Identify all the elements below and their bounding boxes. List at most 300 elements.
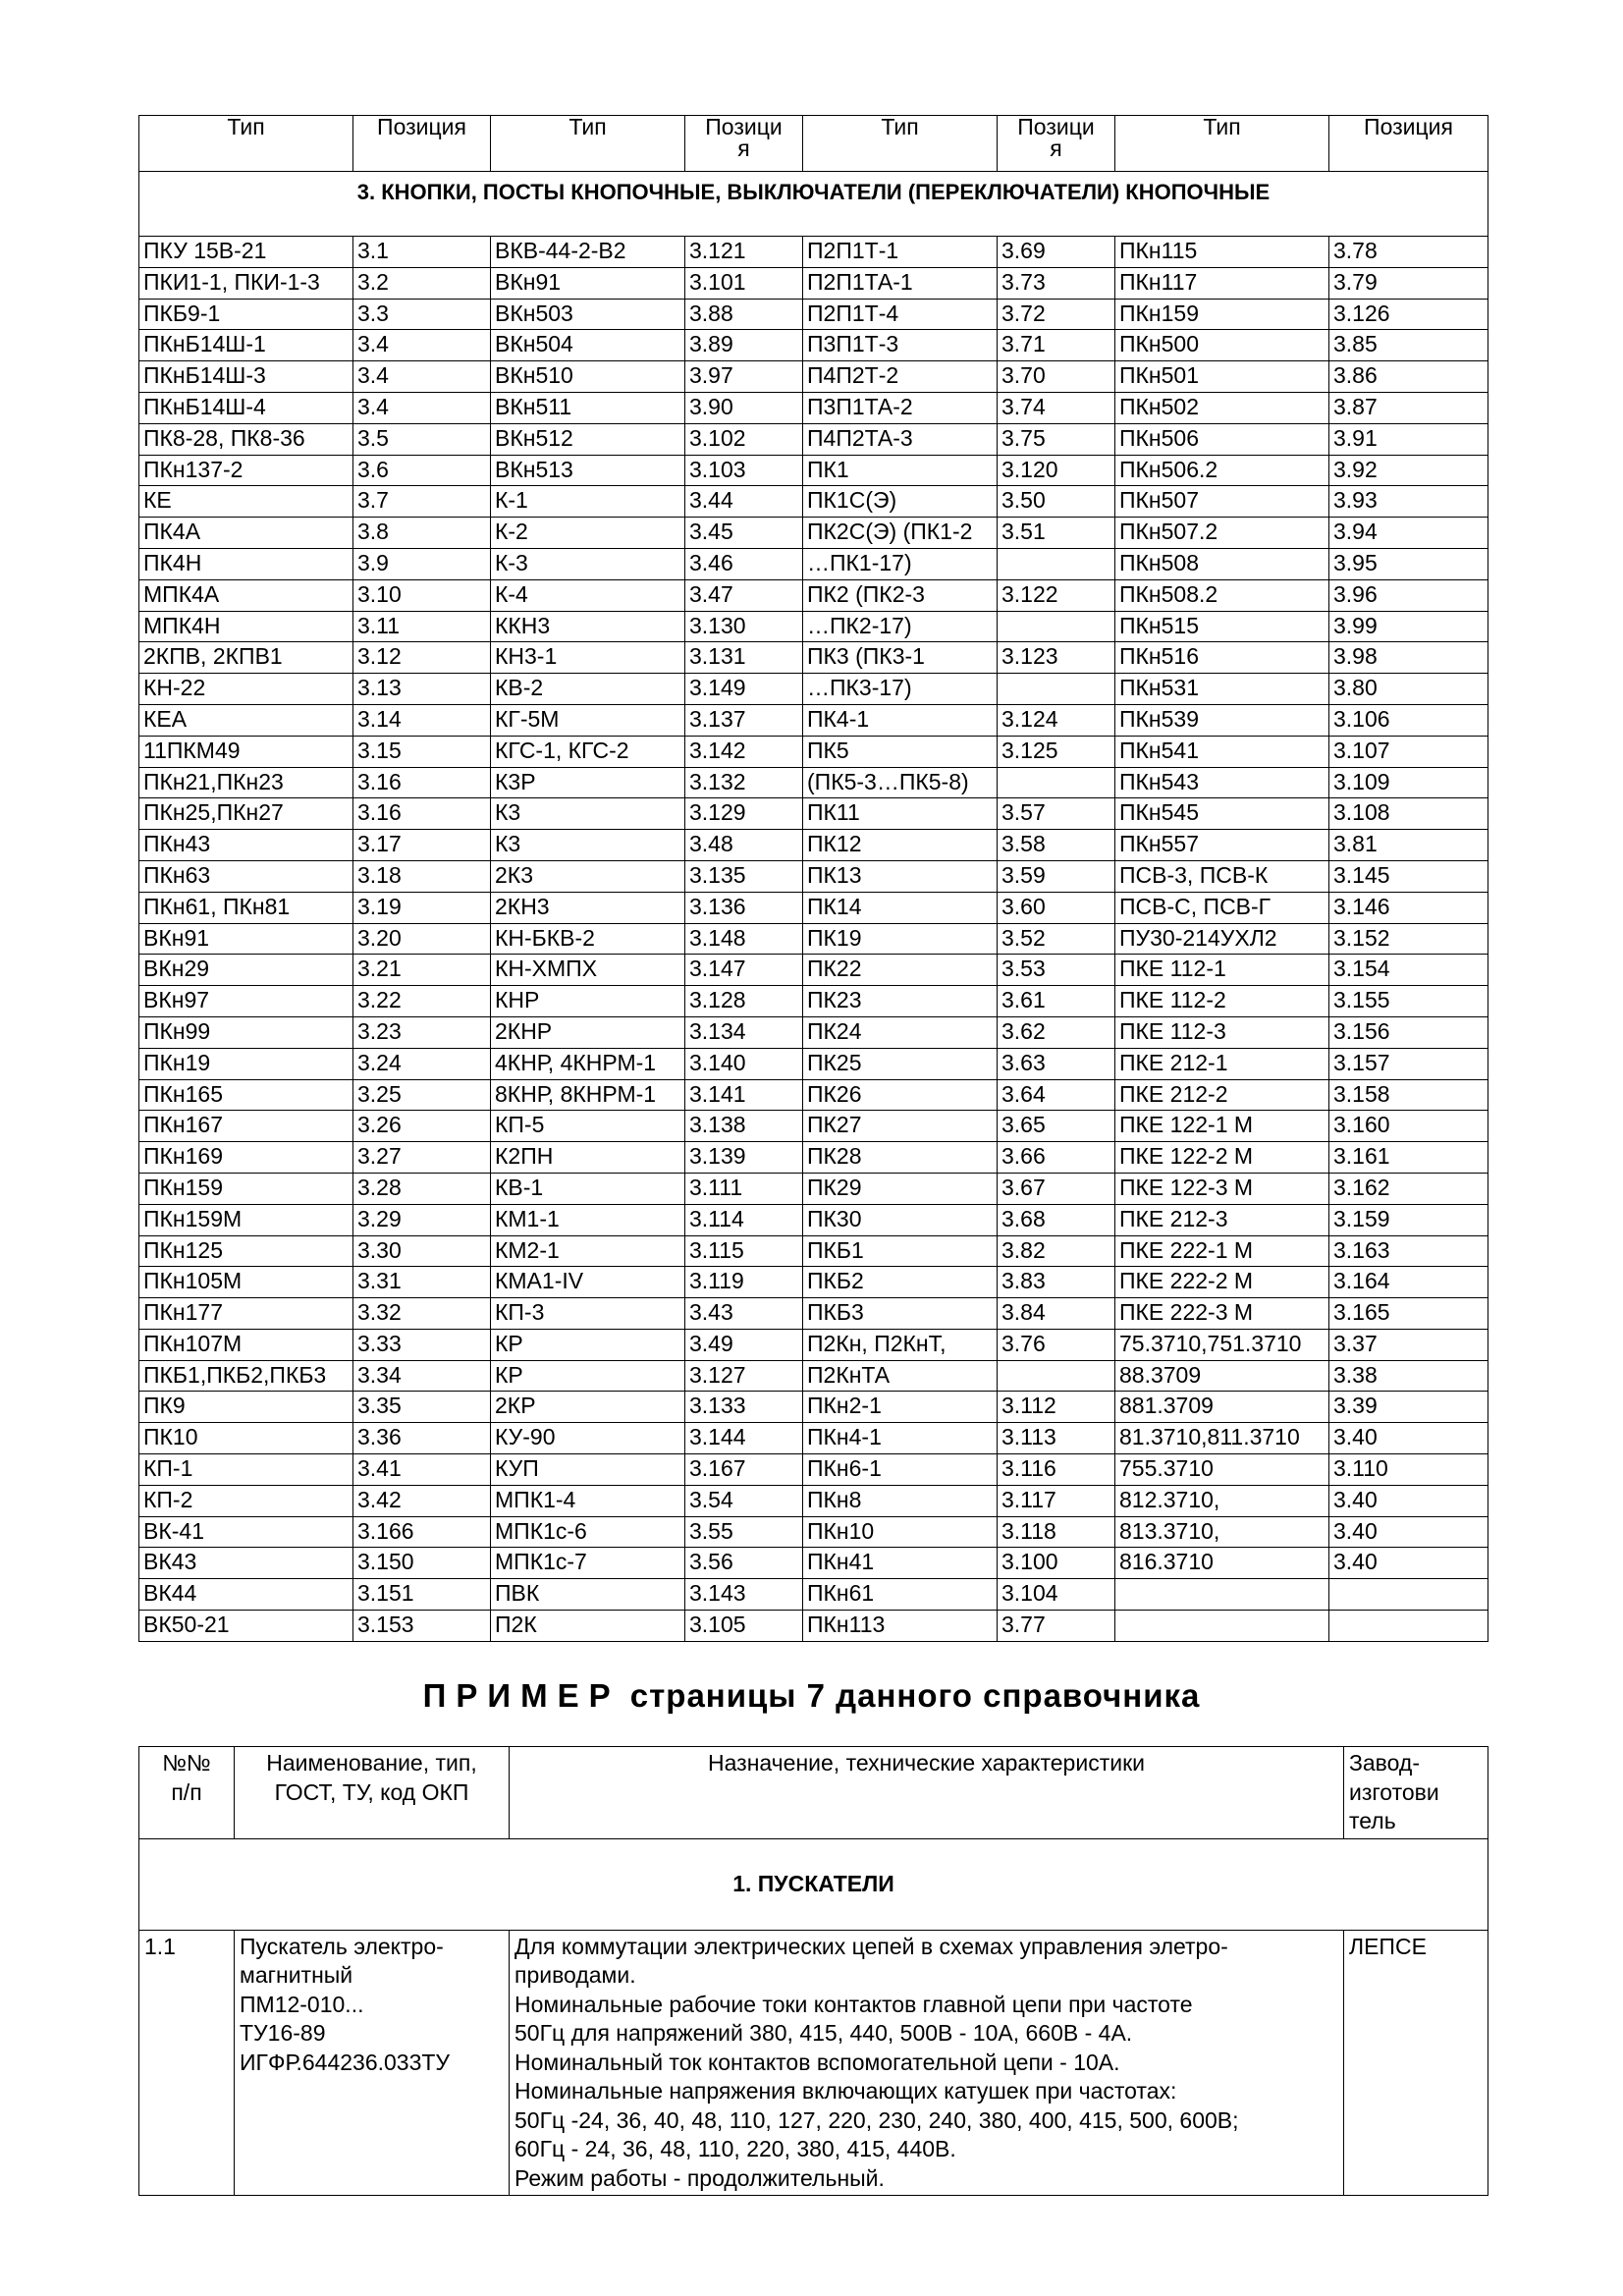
type-cell: ПК10 xyxy=(139,1423,353,1454)
position-cell: 3.9 xyxy=(353,548,491,579)
type-cell: 11ПКМ49 xyxy=(139,736,353,767)
header-position-4: Позиция xyxy=(1329,116,1488,172)
position-cell xyxy=(1329,1579,1488,1611)
table-row xyxy=(139,299,1488,330)
position-cell: 3.71 xyxy=(998,330,1115,361)
item-purpose-line: Номинальные напряжения включающих катушек при частотах: xyxy=(514,2078,1177,2104)
type-cell: ПКн557 xyxy=(1115,830,1329,861)
position-cell: 3.144 xyxy=(685,1423,803,1454)
type-cell: К-4 xyxy=(491,579,685,611)
table-row xyxy=(139,860,1488,892)
type-cell: КП-3 xyxy=(491,1298,685,1330)
position-cell: 3.133 xyxy=(685,1392,803,1423)
position-cell: 3.149 xyxy=(685,674,803,705)
item-purpose-line: приводами. xyxy=(514,1962,636,1988)
position-cell: 3.102 xyxy=(685,423,803,455)
table-row xyxy=(139,1516,1488,1548)
position-cell xyxy=(998,611,1115,642)
type-cell: ПК13 xyxy=(803,860,998,892)
type-cell: ВКн511 xyxy=(491,392,685,423)
type-cell: ПКЕ 112-3 xyxy=(1115,1016,1329,1048)
type-cell: КГС-1, КГС-2 xyxy=(491,736,685,767)
position-cell: 3.7 xyxy=(353,486,491,518)
position-cell: 3.118 xyxy=(998,1516,1115,1548)
position-cell: 3.26 xyxy=(353,1111,491,1142)
position-cell: 3.92 xyxy=(1329,455,1488,486)
table-row xyxy=(139,704,1488,736)
type-cell: ПКн165 xyxy=(139,1079,353,1111)
position-cell: 3.21 xyxy=(353,955,491,986)
position-cell: 3.61 xyxy=(998,986,1115,1017)
position-cell: 3.112 xyxy=(998,1392,1115,1423)
type-cell: КВ-1 xyxy=(491,1173,685,1204)
type-cell: П2П1Т-4 xyxy=(803,299,998,330)
type-cell: ПКн159М xyxy=(139,1204,353,1235)
position-cell: 3.68 xyxy=(998,1204,1115,1235)
position-cell: 3.67 xyxy=(998,1173,1115,1204)
position-cell: 3.164 xyxy=(1329,1267,1488,1298)
type-cell: П2П1Т-1 xyxy=(803,237,998,268)
type-cell xyxy=(1115,1611,1329,1642)
index-table xyxy=(138,115,1488,1642)
type-cell: К2ПН xyxy=(491,1142,685,1174)
position-cell: 3.6 xyxy=(353,455,491,486)
type-cell: ВК-41 xyxy=(139,1516,353,1548)
type-cell: ПК24 xyxy=(803,1016,998,1048)
type-cell: ВКн504 xyxy=(491,330,685,361)
position-cell: 3.81 xyxy=(1329,830,1488,861)
type-cell: ПУ30-214УХЛ2 xyxy=(1115,923,1329,955)
type-cell: ВКн91 xyxy=(491,267,685,299)
type-cell: ПК5 xyxy=(803,736,998,767)
type-cell: ПКн539 xyxy=(1115,704,1329,736)
position-cell: 3.27 xyxy=(353,1142,491,1174)
position-cell: 3.131 xyxy=(685,642,803,674)
position-cell: 3.24 xyxy=(353,1048,491,1079)
position-cell: 3.10 xyxy=(353,579,491,611)
type-cell: КГ-5М xyxy=(491,704,685,736)
type-cell: 2КН3 xyxy=(491,892,685,923)
type-cell: ПКЕ 212-3 xyxy=(1115,1204,1329,1235)
position-cell: 3.142 xyxy=(685,736,803,767)
type-cell: КН-22 xyxy=(139,674,353,705)
position-cell: 3.22 xyxy=(353,986,491,1017)
type-cell: …ПК2-17) xyxy=(803,611,998,642)
type-cell: ПСВ-С, ПСВ-Г xyxy=(1115,892,1329,923)
position-cell: 3.20 xyxy=(353,923,491,955)
type-cell: К-1 xyxy=(491,486,685,518)
position-cell: 3.51 xyxy=(998,518,1115,549)
table-row xyxy=(139,1454,1488,1486)
position-cell: 3.47 xyxy=(685,579,803,611)
type-cell: ПКн63 xyxy=(139,860,353,892)
position-cell: 3.91 xyxy=(1329,423,1488,455)
position-cell: 3.85 xyxy=(1329,330,1488,361)
position-cell: 3.122 xyxy=(998,579,1115,611)
position-cell: 3.132 xyxy=(685,767,803,798)
type-cell: ПК28 xyxy=(803,1142,998,1174)
position-cell: 3.141 xyxy=(685,1079,803,1111)
table-row xyxy=(139,986,1488,1017)
item-purpose-line: Номинальные рабочие токи контактов главной цепи при частоте xyxy=(514,1991,1193,2017)
position-cell: 3.101 xyxy=(685,267,803,299)
position-cell: 3.119 xyxy=(685,1267,803,1298)
type-cell: ПСВ-3, ПСВ-К xyxy=(1115,860,1329,892)
table-row xyxy=(139,1173,1488,1204)
type-cell: 816.3710 xyxy=(1115,1548,1329,1579)
type-cell: КП-5 xyxy=(491,1111,685,1142)
position-cell: 3.129 xyxy=(685,798,803,830)
position-cell: 3.151 xyxy=(353,1579,491,1611)
position-cell: 3.138 xyxy=(685,1111,803,1142)
position-cell: 3.62 xyxy=(998,1016,1115,1048)
type-cell: ПКИ1-1, ПКИ-1-3 xyxy=(139,267,353,299)
type-cell: ПКЕ 122-1 М xyxy=(1115,1111,1329,1142)
type-cell: ПК25 xyxy=(803,1048,998,1079)
position-cell: 3.69 xyxy=(998,237,1115,268)
type-cell: ПКн502 xyxy=(1115,392,1329,423)
position-cell: 3.76 xyxy=(998,1329,1115,1360)
position-cell: 3.1 xyxy=(353,237,491,268)
type-cell: ВКн97 xyxy=(139,986,353,1017)
type-cell: П2П1ТА-1 xyxy=(803,267,998,299)
position-cell: 3.110 xyxy=(1329,1454,1488,1486)
type-cell: ВКВ-44-2-В2 xyxy=(491,237,685,268)
type-cell: ПК29 xyxy=(803,1173,998,1204)
type-cell: ПК11 xyxy=(803,798,998,830)
position-cell: 3.105 xyxy=(685,1611,803,1642)
table-row xyxy=(139,579,1488,611)
position-cell: 3.148 xyxy=(685,923,803,955)
type-cell: …ПК3-17) xyxy=(803,674,998,705)
position-cell: 3.48 xyxy=(685,830,803,861)
position-cell: 3.167 xyxy=(685,1454,803,1486)
type-cell: ПКБ9-1 xyxy=(139,299,353,330)
type-cell: К3 xyxy=(491,830,685,861)
type-cell: 81.3710,811.3710 xyxy=(1115,1423,1329,1454)
type-cell: КН-БКВ-2 xyxy=(491,923,685,955)
position-cell: 3.23 xyxy=(353,1016,491,1048)
type-cell: К3Р xyxy=(491,767,685,798)
position-cell: 3.154 xyxy=(1329,955,1488,986)
position-cell: 3.46 xyxy=(685,548,803,579)
type-cell: ВК43 xyxy=(139,1548,353,1579)
type-cell: ПКн508.2 xyxy=(1115,579,1329,611)
position-cell: 3.103 xyxy=(685,455,803,486)
table-row xyxy=(139,1423,1488,1454)
type-cell: МПК1с-7 xyxy=(491,1548,685,1579)
type-cell: ПКБ2 xyxy=(803,1267,998,1298)
position-cell: 3.140 xyxy=(685,1048,803,1079)
item-purpose-line: 50Гц -24, 36, 40, 48, 110, 127, 220, 230, 240, 380, 400, 415, 500, 600В; xyxy=(514,2106,1239,2133)
position-cell: 3.135 xyxy=(685,860,803,892)
type-cell: ПКн41 xyxy=(803,1548,998,1579)
position-cell: 3.89 xyxy=(685,330,803,361)
type-cell: КН3-1 xyxy=(491,642,685,674)
type-cell: МПК4Н xyxy=(139,611,353,642)
type-cell: П4П2ТА-3 xyxy=(803,423,998,455)
type-cell: КР xyxy=(491,1360,685,1392)
type-cell: ККН3 xyxy=(491,611,685,642)
item-maker: ЛЕПСЕ xyxy=(1344,1930,1488,2196)
position-cell: 3.158 xyxy=(1329,1079,1488,1111)
type-cell: ПКн125 xyxy=(139,1235,353,1267)
position-cell: 3.36 xyxy=(353,1423,491,1454)
position-cell: 3.40 xyxy=(1329,1516,1488,1548)
type-cell: ПК2С(Э) (ПК1-2 xyxy=(803,518,998,549)
type-cell xyxy=(1115,1579,1329,1611)
type-cell: ПК14 xyxy=(803,892,998,923)
position-cell: 3.52 xyxy=(998,923,1115,955)
position-cell: 3.117 xyxy=(998,1485,1115,1516)
position-cell: 3.108 xyxy=(1329,798,1488,830)
type-cell: 8КНР, 8КНРМ-1 xyxy=(491,1079,685,1111)
position-cell: 3.75 xyxy=(998,423,1115,455)
type-cell: ПКн137-2 xyxy=(139,455,353,486)
table-row xyxy=(139,736,1488,767)
table-row xyxy=(139,486,1488,518)
type-cell: ПК22 xyxy=(803,955,998,986)
table-row xyxy=(139,1142,1488,1174)
type-cell: ПКн117 xyxy=(1115,267,1329,299)
position-cell: 3.160 xyxy=(1329,1111,1488,1142)
position-cell: 3.80 xyxy=(1329,674,1488,705)
type-cell: К-2 xyxy=(491,518,685,549)
position-cell xyxy=(998,548,1115,579)
type-cell: ПКБ3 xyxy=(803,1298,998,1330)
position-cell: 3.29 xyxy=(353,1204,491,1235)
position-cell: 3.4 xyxy=(353,330,491,361)
example-header-row xyxy=(139,1747,1488,1839)
position-cell: 3.49 xyxy=(685,1329,803,1360)
type-cell: 4КНР, 4КНРМ-1 xyxy=(491,1048,685,1079)
type-cell: МПК4А xyxy=(139,579,353,611)
type-cell: ПК1 xyxy=(803,455,998,486)
table-row xyxy=(139,1298,1488,1330)
header-number: №№ п/п xyxy=(139,1747,235,1839)
type-cell: ПКн167 xyxy=(139,1111,353,1142)
table-row xyxy=(139,642,1488,674)
position-cell: 3.40 xyxy=(1329,1423,1488,1454)
type-cell: ВКн510 xyxy=(491,361,685,393)
type-cell: ПКЕ 212-2 xyxy=(1115,1079,1329,1111)
type-cell: ПКн500 xyxy=(1115,330,1329,361)
section-row xyxy=(139,172,1488,237)
position-cell: 3.88 xyxy=(685,299,803,330)
type-cell: ПК23 xyxy=(803,986,998,1017)
item-name-line: ИГФР.644236.033ТУ xyxy=(240,2049,451,2075)
type-cell: МПК1с-6 xyxy=(491,1516,685,1548)
type-cell: ПКн531 xyxy=(1115,674,1329,705)
type-cell: КНР xyxy=(491,986,685,1017)
example-section-title: 1. ПУСКАТЕЛИ xyxy=(139,1838,1488,1930)
table-row xyxy=(139,611,1488,642)
item-purpose-line: Для коммутации электрических цепей в схемах управления элетро- xyxy=(514,1933,1228,1959)
type-cell: ПКн169 xyxy=(139,1142,353,1174)
type-cell: 812.3710, xyxy=(1115,1485,1329,1516)
example-table xyxy=(138,1746,1488,2196)
type-cell: К-3 xyxy=(491,548,685,579)
table-row xyxy=(139,361,1488,393)
position-cell: 3.41 xyxy=(353,1454,491,1486)
position-cell: 3.12 xyxy=(353,642,491,674)
position-cell: 3.15 xyxy=(353,736,491,767)
position-cell: 3.82 xyxy=(998,1235,1115,1267)
type-cell: ВКн91 xyxy=(139,923,353,955)
position-cell: 3.83 xyxy=(998,1267,1115,1298)
position-cell: 3.143 xyxy=(685,1579,803,1611)
type-cell: ВКн503 xyxy=(491,299,685,330)
position-cell: 3.57 xyxy=(998,798,1115,830)
position-cell: 3.137 xyxy=(685,704,803,736)
position-cell: 3.136 xyxy=(685,892,803,923)
position-cell: 3.100 xyxy=(998,1548,1115,1579)
type-cell: ПВК xyxy=(491,1579,685,1611)
position-cell: 3.161 xyxy=(1329,1142,1488,1174)
item-number: 1.1 xyxy=(139,1930,235,2196)
type-cell: ПКн61 xyxy=(803,1579,998,1611)
type-cell: ПК9 xyxy=(139,1392,353,1423)
type-cell: ПКн543 xyxy=(1115,767,1329,798)
position-cell xyxy=(998,674,1115,705)
type-cell: ПК4Н xyxy=(139,548,353,579)
table-row xyxy=(139,267,1488,299)
type-cell: ПКн25,ПКн27 xyxy=(139,798,353,830)
position-cell: 3.25 xyxy=(353,1079,491,1111)
type-cell: ПКн6-1 xyxy=(803,1454,998,1486)
section-title: 3. КНОПКИ, ПОСТЫ КНОПОЧНЫЕ, ВЫКЛЮЧАТЕЛИ (ПЕРЕКЛЮЧАТЕЛИ) КНОПОЧНЫЕ xyxy=(139,172,1488,237)
type-cell: КЕ xyxy=(139,486,353,518)
table-row xyxy=(139,1079,1488,1111)
position-cell: 3.153 xyxy=(353,1611,491,1642)
table-row xyxy=(139,1329,1488,1360)
table-row xyxy=(139,455,1488,486)
position-cell: 3.63 xyxy=(998,1048,1115,1079)
position-cell: 3.121 xyxy=(685,237,803,268)
type-cell: ПКЕ 112-2 xyxy=(1115,986,1329,1017)
position-cell: 3.70 xyxy=(998,361,1115,393)
position-cell: 3.97 xyxy=(685,361,803,393)
item-name-line: ПМ12-010... xyxy=(240,1991,364,2017)
position-cell: 3.162 xyxy=(1329,1173,1488,1204)
type-cell: ПКн21,ПКн23 xyxy=(139,767,353,798)
type-cell: П2К xyxy=(491,1611,685,1642)
table-row xyxy=(139,1485,1488,1516)
position-cell: 3.99 xyxy=(1329,611,1488,642)
type-cell: 75.3710,751.3710 xyxy=(1115,1329,1329,1360)
type-cell: ПКн2-1 xyxy=(803,1392,998,1423)
position-cell: 3.64 xyxy=(998,1079,1115,1111)
type-cell: КМ2-1 xyxy=(491,1235,685,1267)
type-cell: ПКн105М xyxy=(139,1267,353,1298)
position-cell: 3.166 xyxy=(353,1516,491,1548)
item-purpose-line: Режим работы - продолжительный. xyxy=(514,2164,885,2191)
type-cell: ПК26 xyxy=(803,1079,998,1111)
table-row xyxy=(139,830,1488,861)
position-cell: 3.42 xyxy=(353,1485,491,1516)
position-cell: 3.18 xyxy=(353,860,491,892)
type-cell: КУП xyxy=(491,1454,685,1486)
type-cell: 881.3709 xyxy=(1115,1392,1329,1423)
header-position-1: Позиция xyxy=(353,116,491,172)
table-row xyxy=(139,923,1488,955)
type-cell: ПКн19 xyxy=(139,1048,353,1079)
item-purpose xyxy=(510,1930,1344,2196)
example-section-row xyxy=(139,1838,1488,1930)
position-cell: 3.96 xyxy=(1329,579,1488,611)
type-cell: ПК8-28, ПК8-36 xyxy=(139,423,353,455)
position-cell: 3.44 xyxy=(685,486,803,518)
type-cell: ПКн541 xyxy=(1115,736,1329,767)
item-name-line: Пускатель электро- xyxy=(240,1933,444,1959)
type-cell: ПК30 xyxy=(803,1204,998,1235)
type-cell: ПКн515 xyxy=(1115,611,1329,642)
table-row xyxy=(139,767,1488,798)
position-cell: 3.86 xyxy=(1329,361,1488,393)
type-cell: 2КР xyxy=(491,1392,685,1423)
position-cell: 3.33 xyxy=(353,1329,491,1360)
position-cell: 3.125 xyxy=(998,736,1115,767)
type-cell: ПКЕ 222-2 М xyxy=(1115,1267,1329,1298)
type-cell: 2КНР xyxy=(491,1016,685,1048)
position-cell: 3.159 xyxy=(1329,1204,1488,1235)
header-position-3: Позици я xyxy=(998,116,1115,172)
type-cell: МПК1-4 xyxy=(491,1485,685,1516)
type-cell: ПКБ1,ПКБ2,ПКБ3 xyxy=(139,1360,353,1392)
position-cell: 3.45 xyxy=(685,518,803,549)
position-cell: 3.65 xyxy=(998,1111,1115,1142)
type-cell: ПКЕ 122-3 М xyxy=(1115,1173,1329,1204)
type-cell: КП-1 xyxy=(139,1454,353,1486)
type-cell: 2К3 xyxy=(491,860,685,892)
type-cell: КВ-2 xyxy=(491,674,685,705)
type-cell: ВКн512 xyxy=(491,423,685,455)
type-cell: КН-ХМПХ xyxy=(491,955,685,986)
type-cell: 88.3709 xyxy=(1115,1360,1329,1392)
type-cell: ПКн10 xyxy=(803,1516,998,1548)
position-cell: 3.5 xyxy=(353,423,491,455)
type-cell: ПКн177 xyxy=(139,1298,353,1330)
position-cell: 3.17 xyxy=(353,830,491,861)
position-cell: 3.106 xyxy=(1329,704,1488,736)
table-row xyxy=(139,798,1488,830)
type-cell: ПКн4-1 xyxy=(803,1423,998,1454)
table-row xyxy=(139,518,1488,549)
position-cell: 3.55 xyxy=(685,1516,803,1548)
position-cell: 3.4 xyxy=(353,361,491,393)
position-cell: 3.163 xyxy=(1329,1235,1488,1267)
position-cell: 3.139 xyxy=(685,1142,803,1174)
table-row xyxy=(139,1392,1488,1423)
table-row xyxy=(139,1267,1488,1298)
table-row xyxy=(139,548,1488,579)
position-cell: 3.94 xyxy=(1329,518,1488,549)
header-type-4: Тип xyxy=(1115,116,1329,172)
table-row xyxy=(139,1360,1488,1392)
type-cell: ПК27 xyxy=(803,1111,998,1142)
type-cell: ПКн107М xyxy=(139,1329,353,1360)
index-header-row xyxy=(139,116,1488,172)
type-cell: ПК2 (ПК2-3 xyxy=(803,579,998,611)
type-cell: ПКн506 xyxy=(1115,423,1329,455)
type-cell: ПК1С(Э) xyxy=(803,486,998,518)
position-cell: 3.127 xyxy=(685,1360,803,1392)
position-cell: 3.150 xyxy=(353,1548,491,1579)
type-cell: П4П2Т-2 xyxy=(803,361,998,393)
type-cell: ПКн507 xyxy=(1115,486,1329,518)
position-cell: 3.114 xyxy=(685,1204,803,1235)
type-cell: 755.3710 xyxy=(1115,1454,1329,1486)
